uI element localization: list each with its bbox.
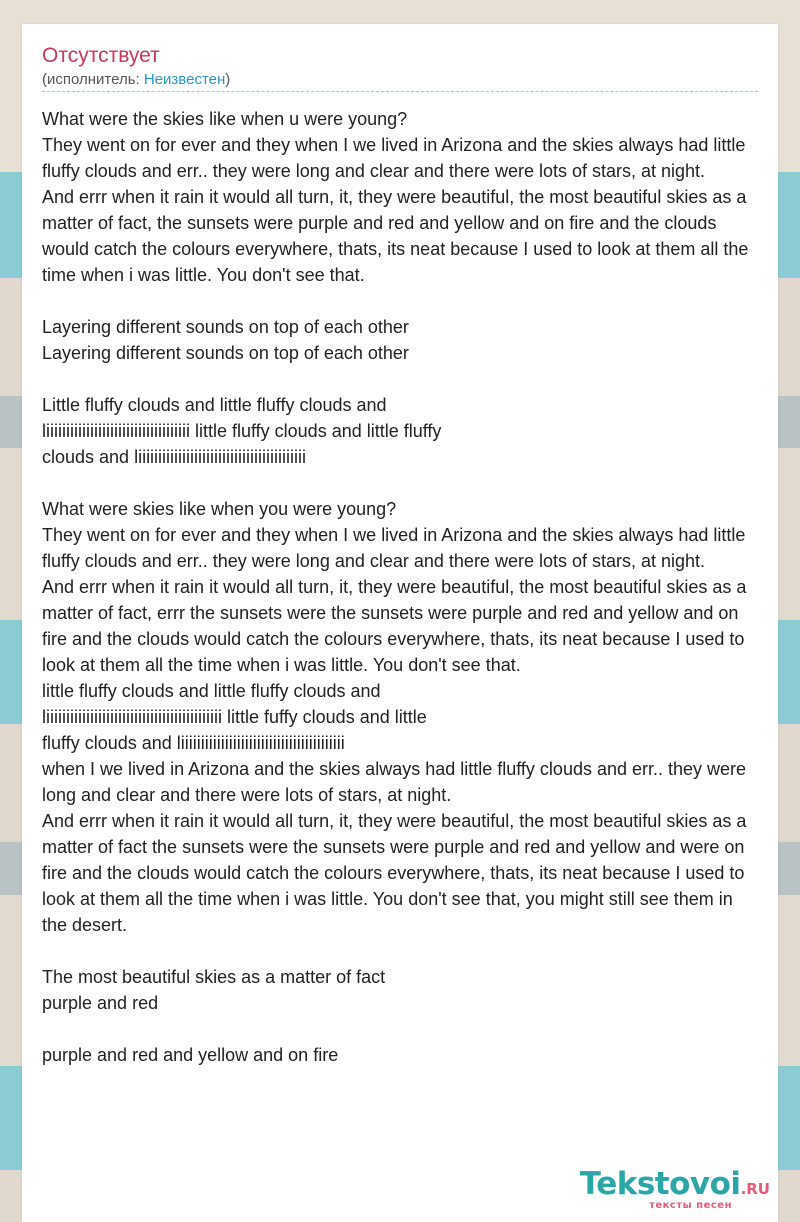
artist-line (42, 70, 758, 92)
lyrics-card (22, 24, 778, 1222)
logo-wordmark: Tekstovoi (579, 1166, 741, 1202)
logo-domain: .RU (740, 1180, 770, 1198)
logo-subtitle: тексты песен (649, 1200, 732, 1211)
artist-prefix: (исполнитель: (42, 71, 144, 88)
artist-suffix: ) (225, 71, 231, 88)
song-title: Отсутствует (42, 44, 160, 67)
site-logo[interactable] (579, 1166, 770, 1211)
artist-link[interactable]: Неизвестен (143, 71, 226, 88)
song-header (42, 42, 758, 92)
lyrics-text: What were the skies like when u were young? They went on for ever and they when I we lived in Arizona and the skies always had little fluffy clouds and err.. they were long and clear and there were lots of stars, at night. And errr when it rain it would all turn, it, they were beautiful, the most beautiful skies as a matter of fact, the sunsets were purple and red and yellow and on fire and the clouds would catch the colours everywhere, thats, its neat because I used to look at them all the time when i was little. You don't see that. Layering different sounds on top of each other Layering different sounds on top of each other Little fluffy clouds and little fluffy clouds and liiiiiiiiiiiiiiiiiiiiiiiiiiiiiiiiiiii little fluffy clouds and little fluffy clouds and liiiiiiiiiiiiiiiiiiiiiiiiiiiiiiiiiiiiiiiiii What were skies like when you were young? They went on for ever and they when I we lived in Arizona and the skies always had little fluffy clouds and err.. they were long and clear and there were lots of stars, at night. And errr when it rain it would all turn, it, they were beautiful, the most beautiful skies as a matter of fact, errr the sunsets were the sunsets were purple and red and yellow and on fire and the clouds would catch the colours everywhere, thats, its neat because I used to look at them all the time when i was little. You don't see that. little fluffy clouds and little fluffy clouds and liiiiiiiiiiiiiiiiiiiiiiiiiiiiiiiiiiiiiiiiiiii little fuffy clouds and little fluffy clouds and liiiiiiiiiiiiiiiiiiiiiiiiiiiiiiiiiiiiiiiii when I we lived in Arizona and the skies always had little fluffy clouds and err.. they were long and clear and there were lots of stars, at night. And errr when it rain it would all turn, it, they were beautiful, the most beautiful skies as a matter of fact the sunsets were the sunsets were purple and red and yellow and were on fire and the clouds would catch the colours everywhere, thats, its neat because I used to look at them all the time when i was little. You don't see that, you might still see them in the desert. The most beautiful skies as a matter of fact purple and red purple and red and yellow and on fire (42, 109, 749, 1065)
